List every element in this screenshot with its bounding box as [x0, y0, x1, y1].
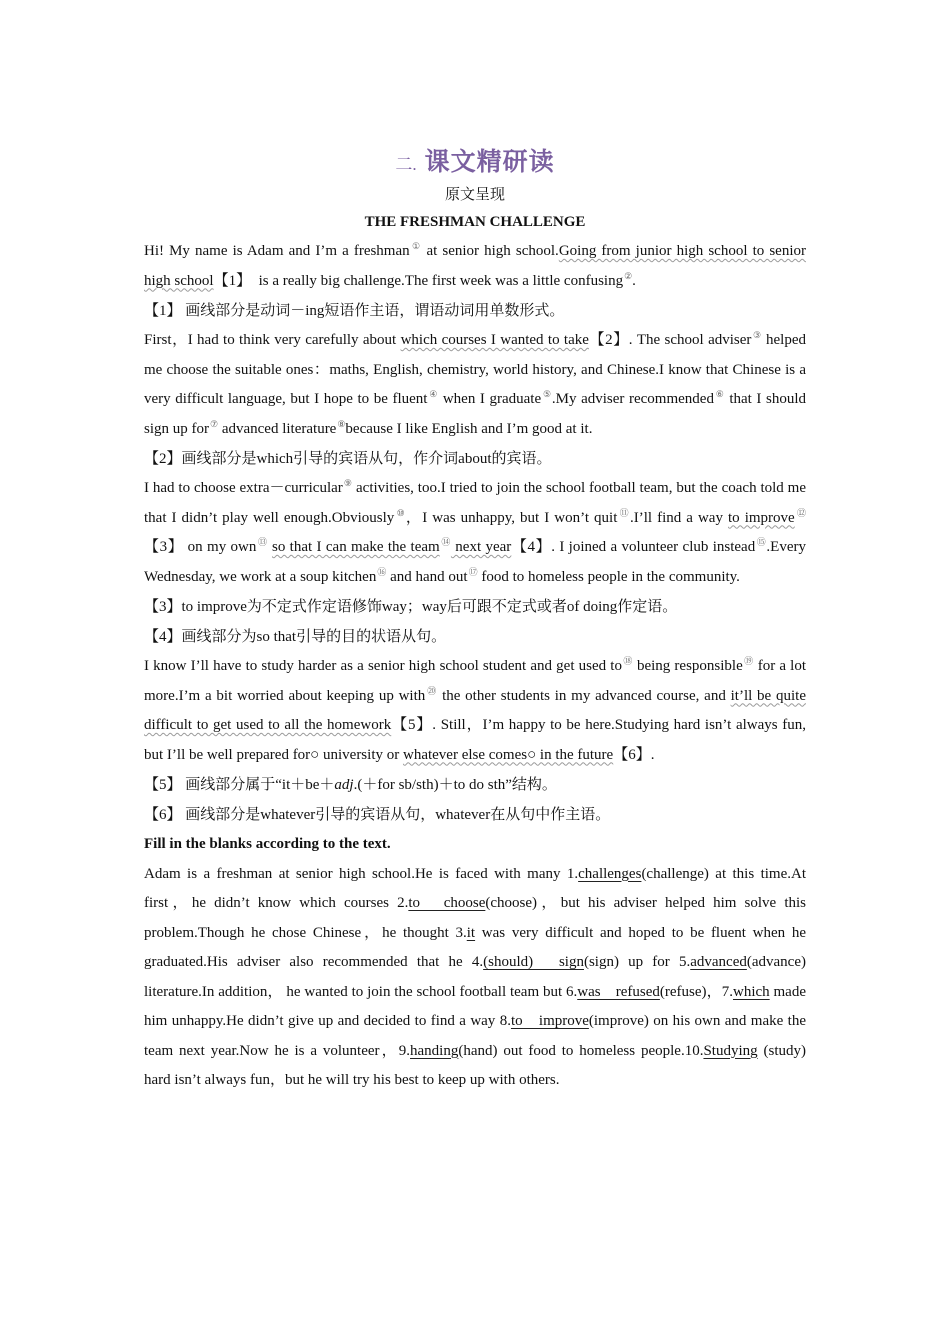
paragraph-2: First，I had to think very carefully about which courses I wanted to take【2】. The school adviser③ helped me choose the suitable ones：maths, English, chemistry, world history, and Chinese.I know that Chinese is a very difficult language, but I hope to be fluent④ when I graduate⑤.My adviser recommended⑥ that I should sign up for⑦ advanced literature⑧because I like English and I’m good at it.	[144, 330, 807, 437]
exercise-paragraph: Adam is a freshman at senior high school.He is faced with many 1.challenges(challenge) at this time.At first，he didn’t know which courses 2.to choose(choose)，but his adviser helped him solve this problem.Though he chose Chinese，he thought 3.it was very difficult and hoped to be fluent when he graduated.His adviser also recommended that he 4.(should) sign(sign) up for 5.advanced(advance) literature.In addition， he wanted to join the school football team but 6.was refused(refuse)，7.which made him unhappy.He didn’t give up and decided to find a way 8.to improve(improve) on his own and make the team next year.Now he is a volunteer，9.handing(hand) out food to homeless people.10.Studying (study) hard isn’t always fun，but he will try his best to keep up with others.	[144, 865, 807, 1088]
underlined-phrase: to improve	[728, 509, 795, 526]
paragraph-4: I know I’ll have to study harder as a senior high school student and get used to⑱ being responsible⑲ for a lot more.I’m a bit worried about keeping up with⑳ the other students in my advanced course, and it’ll be quite difficult to get used to all the homework【5】. Still，I’m happy to be here.Studying hard isn’t always fun, but I’ll be well prepared for○ university or whatever else comes○ in the future【6】.	[144, 656, 806, 763]
answer-blank: (should) sign	[483, 954, 584, 970]
answer-blank: challenges	[578, 865, 642, 882]
note-marker: 【2】	[588, 332, 629, 348]
answer-blank: Studying	[703, 1042, 758, 1059]
article-title: THE FRESHMAN CHALLENGE	[364, 214, 586, 230]
exercise-heading: Fill in the blanks according to the text.	[144, 836, 391, 852]
answer-blank: handing	[410, 1042, 459, 1059]
answer-blank: advanced	[690, 954, 747, 970]
section-heading	[144, 145, 806, 181]
paragraph-3: I had to choose extra－curricular⑨ activities, too.I tried to join the school football team, but the coach told me that I didn’t play well enough.Obviously⑩，I was unhappy, but I won’t quit⑪.I’ll find a way to improve⑫【3】 on my own⑬ so that I can make the team⑭ next year【4】. I joined a volunteer club instead⑮.Every Wednesday, we work at a soup kitchen⑯ and hand out⑰ food to homeless people in the community.	[144, 478, 806, 585]
note-marker: 【3】	[144, 539, 184, 555]
answer-blank: to improve	[510, 1013, 589, 1029]
grammar-note-2: 【2】画线部分是which引导的宾语从句，作介词about的宾语。	[144, 451, 552, 467]
grammar-note-3: 【3】to improve为不定式作定语修饰way；way后可跟不定式或者of doing作定语。	[144, 599, 678, 615]
underlined-phrase: whatever else comes○ in the future	[402, 746, 614, 763]
section-number: 二.	[395, 155, 417, 174]
underlined-phrase: so that I can make the team	[271, 539, 440, 555]
underlined-phrase: next year	[450, 539, 512, 555]
section-title: 课文精研读	[424, 149, 555, 176]
underlined-phrase: it’ll be quite difficult to get used to all the homework	[144, 687, 806, 733]
document-page	[144, 145, 806, 1096]
grammar-note-6: 【6】 画线部分是whatever引导的宾语从句，whatever在从句中作主语。	[144, 807, 611, 823]
answer-blank: it	[466, 924, 476, 941]
grammar-note-4: 【4】画线部分为so that引导的目的状语从句。	[144, 629, 447, 645]
grammar-note-5: 【5】 画线部分属于“it＋be＋adj.(＋for sb/sth)＋to do sth”结构。	[144, 777, 557, 793]
note-marker: 【1】	[213, 272, 244, 289]
underlined-phrase: which courses I wanted to take	[400, 332, 589, 348]
answer-blank: which	[732, 983, 770, 1000]
answer-blank: to choose	[408, 895, 486, 911]
underlined-phrase: Going from junior high school to senior high school	[144, 243, 806, 289]
answer-blank: was refused	[577, 983, 660, 1000]
paragraph-1: Hi! My name is Adam and I’m a freshman① at senior high school.Going from junior high school to senior high school【1】 is a really big challenge.The first week was a little confusing②.	[144, 241, 806, 289]
subheading: 原文呈现	[444, 187, 505, 203]
grammar-note-1: 【1】 画线部分是动词－ing短语作主语，谓语动词用单数形式。	[144, 303, 565, 319]
note-marker: 【6】	[613, 746, 651, 763]
note-marker: 【5】	[391, 717, 433, 733]
note-marker: 【4】	[511, 539, 552, 555]
